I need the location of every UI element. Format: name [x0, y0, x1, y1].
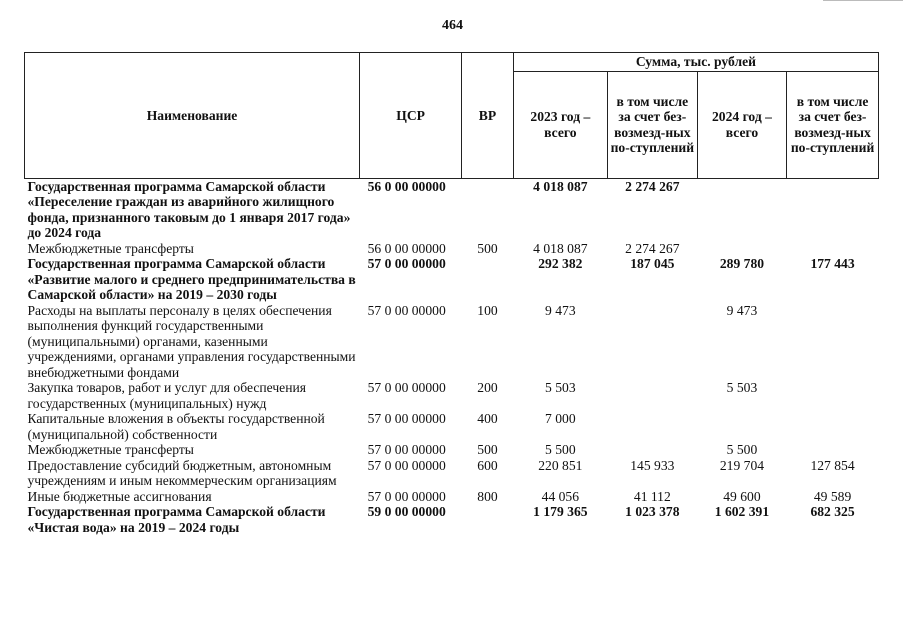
table-row — [25, 178, 879, 241]
row-2023-free: 187 045 — [630, 256, 675, 271]
row-vr: 100 — [477, 302, 498, 318]
row-2023-total: 7 000 — [545, 411, 576, 426]
row-name: Иные бюджетные ассигнования — [27, 488, 212, 504]
row-2023-total: 9 473 — [545, 302, 576, 318]
row-2024-free: 127 854 — [810, 457, 855, 473]
row-2023-free: 2 274 267 — [625, 240, 680, 256]
row-csr: 57 0 00 00000 — [367, 442, 446, 457]
row-name: Капитальные вложения в объекты государственной (муниципальной) собственности — [27, 411, 325, 442]
table-row — [25, 241, 879, 257]
row-2024-total: 1 602 391 — [714, 504, 770, 519]
row-2024-total: 289 780 — [719, 256, 765, 271]
table-body — [25, 178, 879, 535]
row-2023-total: 4 018 087 — [533, 178, 588, 194]
row-csr: 59 0 00 00000 — [367, 504, 446, 519]
table-row — [25, 411, 879, 442]
row-2023-free: 1 023 378 — [625, 504, 680, 519]
row-2024-free: 682 325 — [810, 504, 855, 519]
row-2024-free — [787, 442, 879, 458]
row-csr: 57 0 00 00000 — [367, 380, 446, 395]
row-2024-free — [787, 303, 879, 381]
row-2024-total: 49 600 — [723, 488, 761, 504]
row-csr: 57 0 00 00000 — [367, 411, 446, 426]
row-vr — [462, 504, 514, 535]
row-2023-free — [607, 411, 697, 442]
header-vr: ВР — [462, 53, 514, 179]
row-csr: 56 0 00 00000 — [367, 178, 446, 194]
row-2023-total: 44 056 — [541, 488, 580, 504]
table-row — [25, 458, 879, 489]
header-row-top — [25, 53, 879, 72]
budget-table — [24, 52, 879, 535]
row-2023-total: 1 179 365 — [533, 504, 588, 519]
table-row — [25, 303, 879, 381]
header-2023-free: в том числе за счет без-возмезд-ных по-ступлений — [607, 71, 697, 178]
table-row — [25, 504, 879, 535]
row-csr: 57 0 00 00000 — [367, 256, 446, 271]
row-csr: 57 0 00 00000 — [367, 457, 446, 473]
row-vr — [462, 256, 514, 303]
row-2023-total: 292 382 — [538, 256, 583, 271]
row-vr — [462, 178, 514, 241]
row-2024-total: 9 473 — [726, 302, 758, 318]
row-2023-total: 5 500 — [545, 442, 576, 457]
row-2023-total: 220 851 — [538, 457, 583, 473]
header-name: Наименование — [25, 53, 360, 179]
row-2023-free — [607, 442, 697, 458]
row-2024-free — [787, 380, 879, 411]
row-2024-total: 5 503 — [726, 380, 758, 395]
row-2024-total — [697, 411, 786, 442]
table-row — [25, 442, 879, 458]
row-2024-free — [787, 241, 879, 257]
row-csr: 57 0 00 00000 — [367, 488, 446, 504]
row-2023-free — [607, 303, 697, 381]
header-2024-total: 2024 год – всего — [697, 71, 786, 178]
row-vr: 800 — [477, 488, 498, 504]
row-2024-free: 177 443 — [810, 256, 855, 271]
row-2023-total: 5 503 — [545, 380, 576, 395]
row-name: Государственная программа Самарской области «Развитие малого и среднего предпринимательства в Самарской области» на 2019 – 2030 годы — [27, 256, 356, 302]
header-2024-free: в том числе за счет без-возмезд-ных по-ступлений — [787, 71, 879, 178]
header-csr: ЦСР — [360, 53, 462, 179]
row-2024-free: 49 589 — [813, 488, 852, 504]
row-name: Государственная программа Самарской области «Переселение граждан из аварийного жилищного фонда, признанного таковым до 1 января 2017 года» до 2024 года — [27, 178, 351, 240]
row-vr: 500 — [477, 240, 498, 256]
row-name: Межбюджетные трансферты — [27, 442, 194, 457]
row-2023-free: 2 274 267 — [625, 178, 680, 194]
table-row — [25, 256, 879, 303]
header-sum-group: Сумма, тыс. рублей — [513, 53, 878, 72]
row-2023-free: 41 112 — [633, 488, 671, 504]
row-vr: 400 — [477, 411, 498, 426]
row-2024-free — [787, 178, 879, 241]
table-row — [25, 489, 879, 505]
table-row — [25, 380, 879, 411]
row-name: Государственная программа Самарской области «Чистая вода» на 2019 – 2024 годы — [27, 504, 326, 535]
row-2024-total — [697, 241, 786, 257]
row-vr: 600 — [477, 457, 498, 473]
row-2024-total: 219 704 — [719, 457, 765, 473]
corner-rule — [823, 0, 903, 1]
row-name: Предоставление субсидий бюджетным, автономным учреждениям и иным некоммерческим организациям — [27, 457, 337, 488]
page-number: 464 — [442, 18, 463, 33]
row-name: Расходы на выплаты персоналу в целях обеспечения выполнения функций государственными (муниципальными) органами, казенными учреждениями, органами управления государственными внебюджетными фондами — [27, 302, 356, 380]
row-2024-free — [787, 411, 879, 442]
row-name: Межбюджетные трансферты — [27, 240, 194, 256]
row-2023-total: 4 018 087 — [533, 240, 588, 256]
row-vr: 200 — [477, 380, 498, 395]
row-csr: 56 0 00 00000 — [367, 240, 446, 256]
row-name: Закупка товаров, работ и услуг для обеспечения государственных (муниципальных) нужд — [27, 380, 306, 411]
row-2023-free: 145 933 — [630, 457, 675, 473]
row-2024-total: 5 500 — [726, 442, 758, 457]
row-csr: 57 0 00 00000 — [367, 302, 446, 318]
table-header — [25, 53, 879, 179]
row-2023-free — [607, 380, 697, 411]
header-2023-total: 2023 год – всего — [513, 71, 607, 178]
row-2024-total — [697, 178, 786, 241]
row-vr: 500 — [477, 442, 498, 457]
